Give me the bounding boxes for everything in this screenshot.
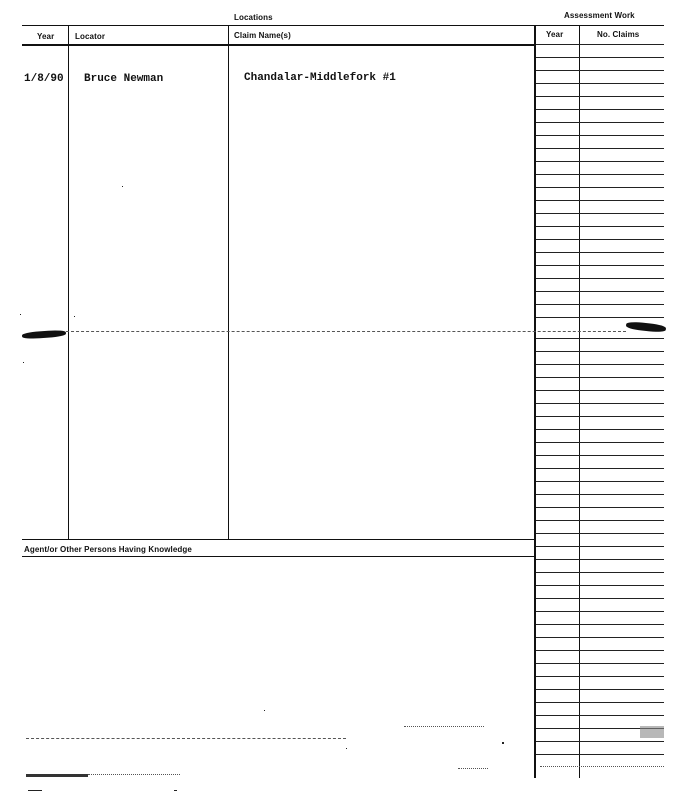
- aw-rule: [536, 650, 664, 651]
- scan-artifact-blot: [640, 726, 664, 738]
- fold-line: [66, 331, 626, 333]
- scan-artifact-line: [26, 738, 346, 740]
- col-aw-year: Year: [546, 30, 564, 39]
- aw-rule: [536, 226, 664, 227]
- scan-artifact-line: [540, 766, 664, 768]
- aw-rule: [536, 174, 664, 175]
- aw-rule: [536, 403, 664, 404]
- aw-rule: [536, 317, 664, 318]
- speck: [264, 710, 265, 711]
- col-year: Year: [37, 32, 55, 41]
- speck: [74, 316, 75, 317]
- locations-bottom-rule: [22, 539, 534, 540]
- aw-rule: [536, 200, 664, 201]
- entry-locator: Bruce Newman: [84, 73, 164, 85]
- aw-rule: [536, 364, 664, 365]
- aw-rule: [536, 455, 664, 456]
- claim-divider: [228, 26, 229, 539]
- aw-rule: [536, 689, 664, 690]
- entry-claim: Chandalar-Middlefork #1: [244, 72, 396, 84]
- aw-rule: [536, 351, 664, 352]
- aw-rule: [536, 338, 664, 339]
- col-claim-names: Claim Name(s): [234, 31, 291, 40]
- aw-rule: [536, 585, 664, 586]
- aw-rule: [536, 265, 664, 266]
- aw-rule: [536, 239, 664, 240]
- aw-rule: [536, 637, 664, 638]
- aw-rule: [536, 135, 664, 136]
- aw-rule: [536, 481, 664, 482]
- aw-rule: [536, 252, 664, 253]
- aw-rule: [536, 442, 664, 443]
- agent-label-rule: [22, 556, 534, 557]
- aw-rule: [536, 57, 664, 58]
- aw-rule: [536, 44, 664, 45]
- aw-rule: [536, 741, 664, 742]
- speck: [122, 186, 123, 187]
- speck: [20, 314, 21, 315]
- aw-rule: [536, 715, 664, 716]
- speck: [174, 790, 177, 791]
- aw-rule: [536, 161, 664, 162]
- aw-rule: [536, 377, 664, 378]
- aw-rule: [536, 304, 664, 305]
- entry-year: 1/8/90: [24, 73, 64, 85]
- aw-rule: [536, 70, 664, 71]
- header-bottom-rule: [22, 44, 534, 46]
- col-no-claims: No. Claims: [597, 30, 640, 39]
- aw-rule: [536, 559, 664, 560]
- scan-smear-right: [626, 321, 667, 333]
- aw-rule: [536, 702, 664, 703]
- aw-rule: [536, 429, 664, 430]
- aw-rule: [536, 598, 664, 599]
- aw-rule: [536, 754, 664, 755]
- aw-rule: [536, 390, 664, 391]
- speck: [28, 790, 42, 791]
- speck: [23, 362, 24, 363]
- aw-rule: [536, 533, 664, 534]
- aw-rule: [536, 148, 664, 149]
- scan-artifact-line: [88, 774, 180, 776]
- aw-rule: [536, 546, 664, 547]
- aw-rule: [536, 187, 664, 188]
- aw-rule: [536, 507, 664, 508]
- scan-smear-left: [22, 329, 66, 339]
- aw-rule: [536, 611, 664, 612]
- scan-artifact-line: [404, 726, 484, 728]
- aw-rule: [536, 676, 664, 677]
- aw-rule: [536, 109, 664, 110]
- aw-rule: [536, 624, 664, 625]
- agent-label: Agent/or Other Persons Having Knowledge: [24, 545, 192, 554]
- scan-artifact-line: [458, 768, 488, 770]
- aw-rule: [536, 494, 664, 495]
- speck: [346, 748, 347, 749]
- assessment-left-border: [534, 26, 536, 778]
- aw-rule: [536, 278, 664, 279]
- aw-rule: [536, 520, 664, 521]
- aw-rule: [536, 122, 664, 123]
- assessment-column-divider: [579, 26, 580, 778]
- col-locator: Locator: [75, 32, 106, 41]
- locations-heading: Locations: [234, 13, 273, 22]
- header-top-rule: [22, 25, 664, 26]
- aw-rule: [536, 83, 664, 84]
- aw-rule: [536, 572, 664, 573]
- speck: [502, 742, 504, 744]
- scan-artifact-blot: [26, 774, 88, 777]
- assessment-work-heading: Assessment Work: [564, 11, 635, 20]
- aw-rule: [536, 96, 664, 97]
- aw-rule: [536, 663, 664, 664]
- aw-rule: [536, 291, 664, 292]
- aw-rule: [536, 416, 664, 417]
- aw-rule: [536, 213, 664, 214]
- aw-rule: [536, 468, 664, 469]
- locator-divider: [68, 26, 69, 539]
